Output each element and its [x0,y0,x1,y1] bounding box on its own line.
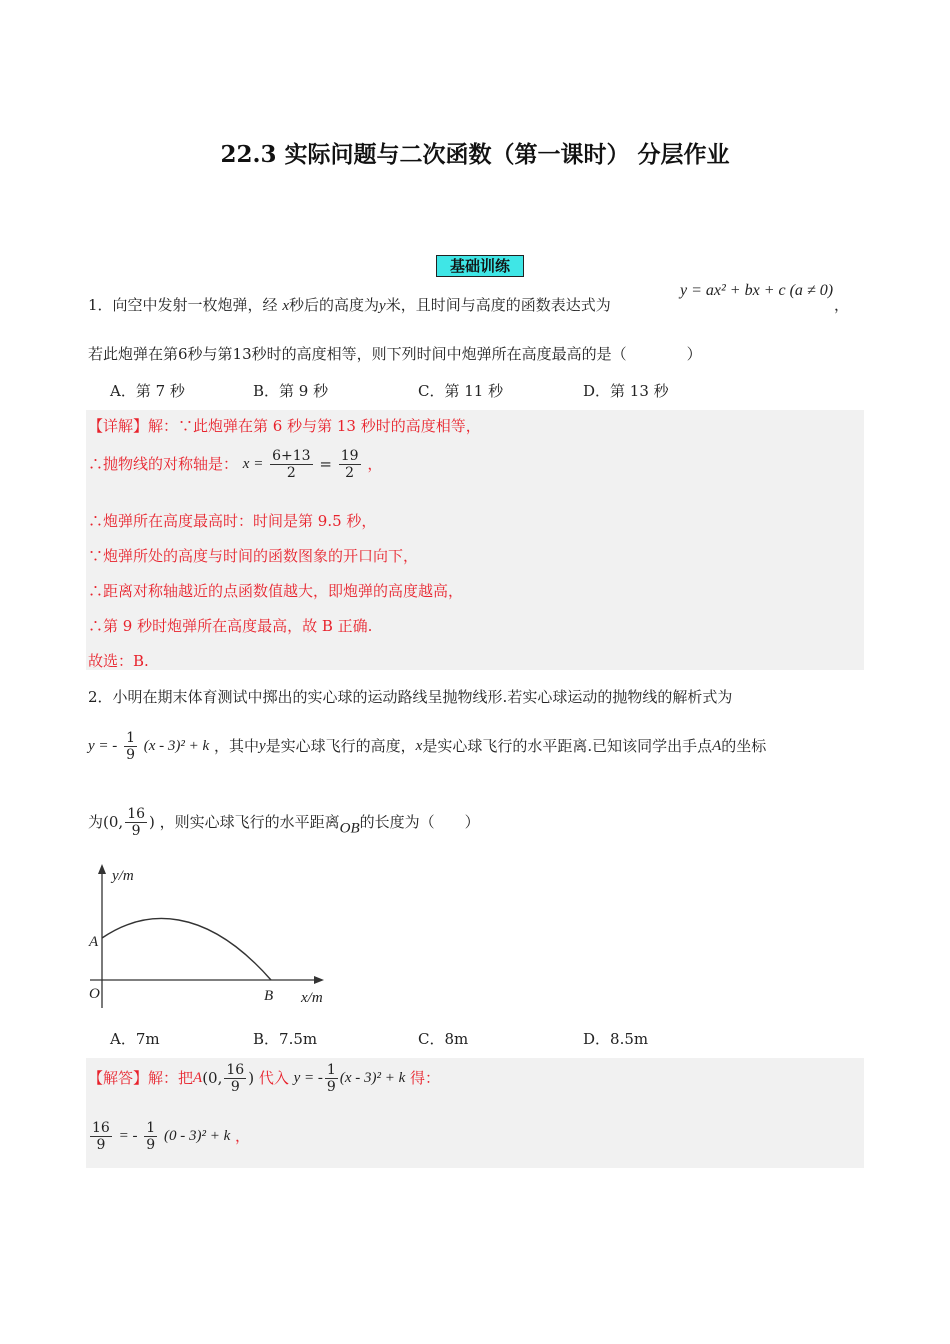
sol1-line1: 【详解】解：∵此炮弹在第 6 秒与第 13 秒时的高度相等， [88,417,481,435]
graph-origin-label: O [89,986,100,1002]
q2-option-d: D．8.5m [583,1030,649,1048]
sol2-line1: 【解答】解：把A(0, $\frac{16}{9}$ ) 代入 y = - $\frac{1}{9}$ (x - 3)² + k 得： [88,1062,441,1096]
q1-option-b: B．第 9 秒 [253,382,329,400]
q1-option-a: A．第 7 秒 [110,382,185,400]
q1-option-c: C．第 11 秒 [418,382,504,400]
sol1-line7: 故选：B. [88,652,149,670]
q2-option-a: A．7m [110,1030,160,1048]
q2-option-c: C．8m [418,1030,469,1048]
q2-line2: y = - $\frac{1}{9}$ (x - 3)² + k ，其中y是实心球飞行的高度，x是实心球飞行的水平距离.已知该同学出手点A的坐标 [88,730,767,764]
sol1-line5: ∴距离对称轴越近的点函数值越大，即炮弹的高度越高， [88,582,464,600]
sol1-line4: ∵炮弹所处的高度与时间的函数图象的开口向下， [88,547,419,565]
page-title: 22.3 实际问题与二次函数（第一课时） 分层作业 [220,141,730,168]
q1-formula: y = ax² + bx + c (a ≠ 0) [680,282,834,299]
q1-comma: ， [834,296,850,314]
sol1-line2: ∴抛物线的对称轴是： x = $\frac{6+13}{2}$ = $\frac{19}{2}$ ， [88,448,383,482]
q2-line1: 2．小明在期末体育测试中掷出的实心球的运动路线呈抛物线形.若实心球运动的抛物线的解析式为 [88,688,733,706]
graph-point-b-label: B [264,988,274,1004]
q1-line2: 若此炮弹在第6秒与第13秒时的高度相等，则下列时间中炮弹所在高度最高的是（ ） [88,345,702,363]
sol1-line3: ∴炮弹所在高度最高时：时间是第 9.5 秒， [88,512,377,530]
graph-x-label: x/m [301,990,323,1006]
q2-line3: 为(0, $\frac{16}{9}$ ) ，则实心球飞行的水平距离OB的长度为（ ） [88,806,480,840]
q1-line1: 1．向空中发射一枚炮弹，经 x秒后的高度为y米，且时间与高度的函数表达式为 [88,296,611,314]
trajectory-graph [86,860,346,1010]
graph-point-a-label: A [89,934,99,950]
q1-option-d: D．第 13 秒 [583,382,669,400]
q2-option-b: B．7.5m [253,1030,318,1048]
sol1-line6: ∴第 9 秒时炮弹所在高度最高，故 B 正确. [88,617,373,635]
sol2-line2: $\frac{16}{9}$ = - $\frac{1}{9}$ (0 - 3)² + k ， [92,1120,251,1154]
section-badge: 基础训练 [436,255,524,277]
graph-y-label: y/m [112,868,134,884]
